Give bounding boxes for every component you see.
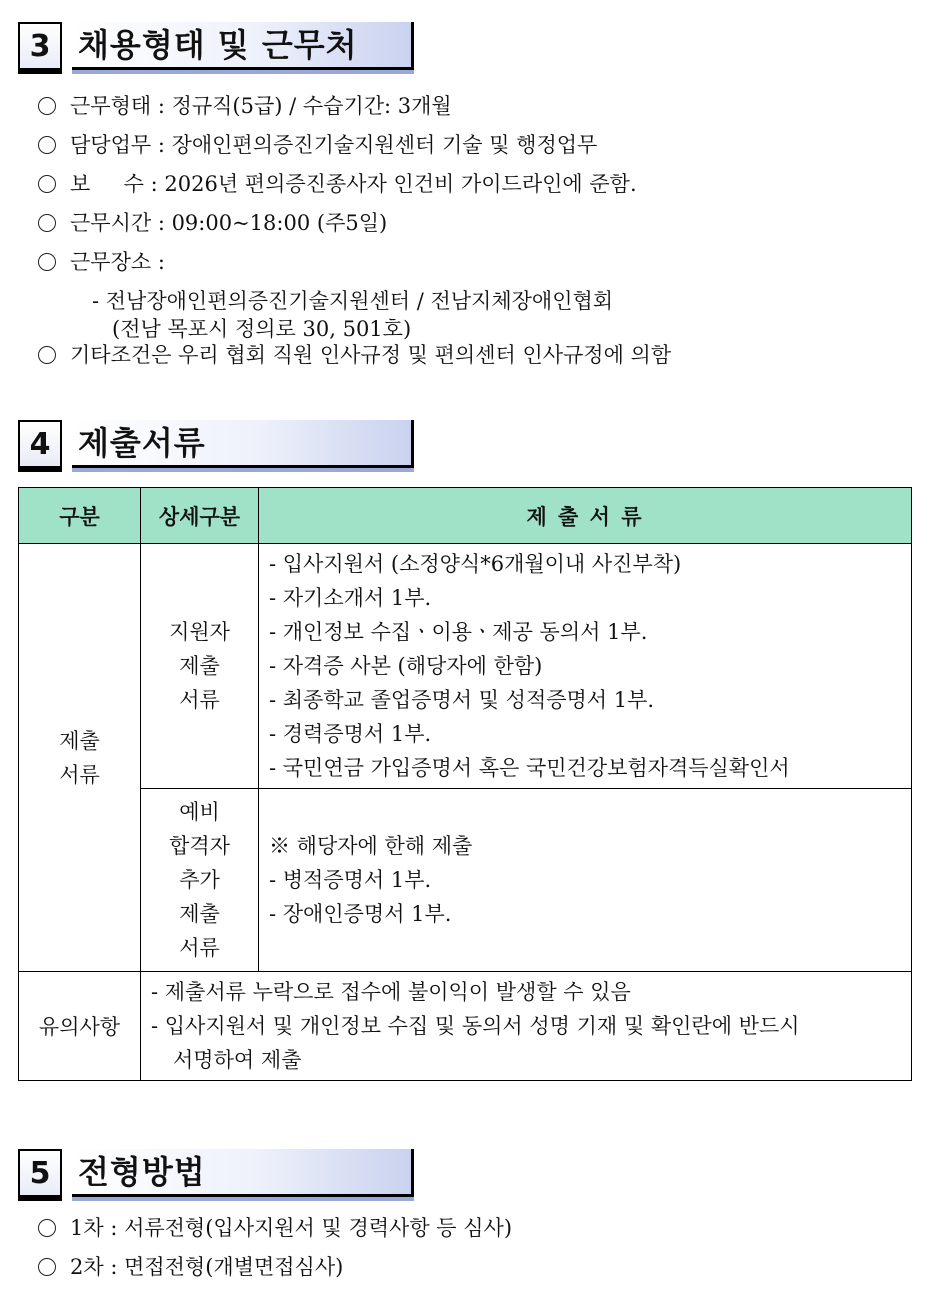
circle-bullet-icon <box>38 1219 56 1237</box>
section-5-header <box>18 1149 416 1201</box>
header-category: 구분 <box>19 488 141 544</box>
prelim-documents-cell <box>259 789 912 972</box>
duty-line: 담당업무 : 장애인편의증진기술지원센터 기술 및 행정업무 <box>38 129 597 159</box>
stage-1-line: 1차 : 서류전형(입사지원서 및 경력사항 등 심사) <box>38 1212 512 1242</box>
list-item: 서명하여 제출 <box>173 1048 302 1072</box>
section-number: 4 <box>18 420 62 468</box>
list-item: - 입사지원서 및 개인정보 수집 및 동의서 성명 기재 및 확인란에 반드시 <box>151 1014 800 1038</box>
work-place-line: 근무장소 : <box>38 246 165 276</box>
other-conditions-line: 기타조건은 우리 협회 직원 인사규정 및 편의센터 인사규정에 의함 <box>38 339 671 369</box>
header-documents: 제 출 서 류 <box>259 488 912 544</box>
section-3-header <box>18 22 416 74</box>
documents-table <box>18 487 912 1081</box>
work-place-detail: - 전남장애인편의증진기술지원센터 / 전남지체장애인협회 <box>92 289 614 313</box>
applicant-documents-cell <box>259 544 912 789</box>
header-subcategory: 상세구분 <box>141 488 259 544</box>
stage-2-line: 2차 : 면접전형(개별면접심사) <box>38 1251 343 1281</box>
work-hours-line: 근무시간 : 09:00~18:00 (주5일) <box>38 207 387 237</box>
circle-bullet-icon <box>38 97 56 115</box>
circle-bullet-icon <box>38 214 56 232</box>
circle-bullet-icon <box>38 253 56 271</box>
salary-line: 보 수 : 2026년 편의증진종사자 인건비 가이드라인에 준함. <box>38 168 637 198</box>
circle-bullet-icon <box>38 1258 56 1276</box>
list-item: - 자기소개서 1부. <box>269 586 432 610</box>
table-row <box>19 972 912 1081</box>
circle-bullet-icon <box>38 346 56 364</box>
applicant-subcategory-cell: 지원자 제출 서류 <box>141 544 259 789</box>
list-item: - 최종학교 졸업증명서 및 성적증명서 1부. <box>269 688 655 712</box>
table-header-row <box>19 488 912 544</box>
table-row <box>19 789 912 972</box>
category-cell: 제출 서류 <box>19 544 141 972</box>
section-title: 제출서류 <box>72 420 414 468</box>
section-title: 전형방법 <box>72 1149 414 1197</box>
circle-bullet-icon <box>38 136 56 154</box>
notice-cell <box>141 972 912 1081</box>
table-row <box>19 544 912 789</box>
list-item: - 국민연금 가입증명서 혹은 국민건강보험자격득실확인서 <box>269 756 790 780</box>
section-4-header <box>18 420 416 472</box>
prelim-subcategory-cell: 예비 합격자 추가 제출 서류 <box>141 789 259 972</box>
list-item: ※ 해당자에 한해 제출 <box>269 834 473 858</box>
work-place-address: (전남 목포시 정의로 30, 501호) <box>112 317 412 341</box>
work-type-line: 근무형태 : 정규직(5급) / 수습기간: 3개월 <box>38 90 452 120</box>
list-item: - 입사지원서 (소정양식*6개월이내 사진부착) <box>269 552 682 576</box>
list-item: - 장애인증명서 1부. <box>269 902 452 926</box>
section-number: 3 <box>18 22 62 70</box>
section-title: 채용형태 및 근무처 <box>72 22 414 70</box>
circle-bullet-icon <box>38 175 56 193</box>
list-item: - 개인정보 수집ㆍ이용ㆍ제공 동의서 1부. <box>269 620 648 644</box>
list-item: - 병적증명서 1부. <box>269 868 432 892</box>
list-item: - 제출서류 누락으로 접수에 불이익이 발생할 수 있음 <box>151 980 631 1004</box>
notice-label-cell: 유의사항 <box>19 972 141 1081</box>
section-number: 5 <box>18 1149 62 1197</box>
list-item: - 자격증 사본 (해당자에 한함) <box>269 654 543 678</box>
list-item: - 경력증명서 1부. <box>269 722 432 746</box>
